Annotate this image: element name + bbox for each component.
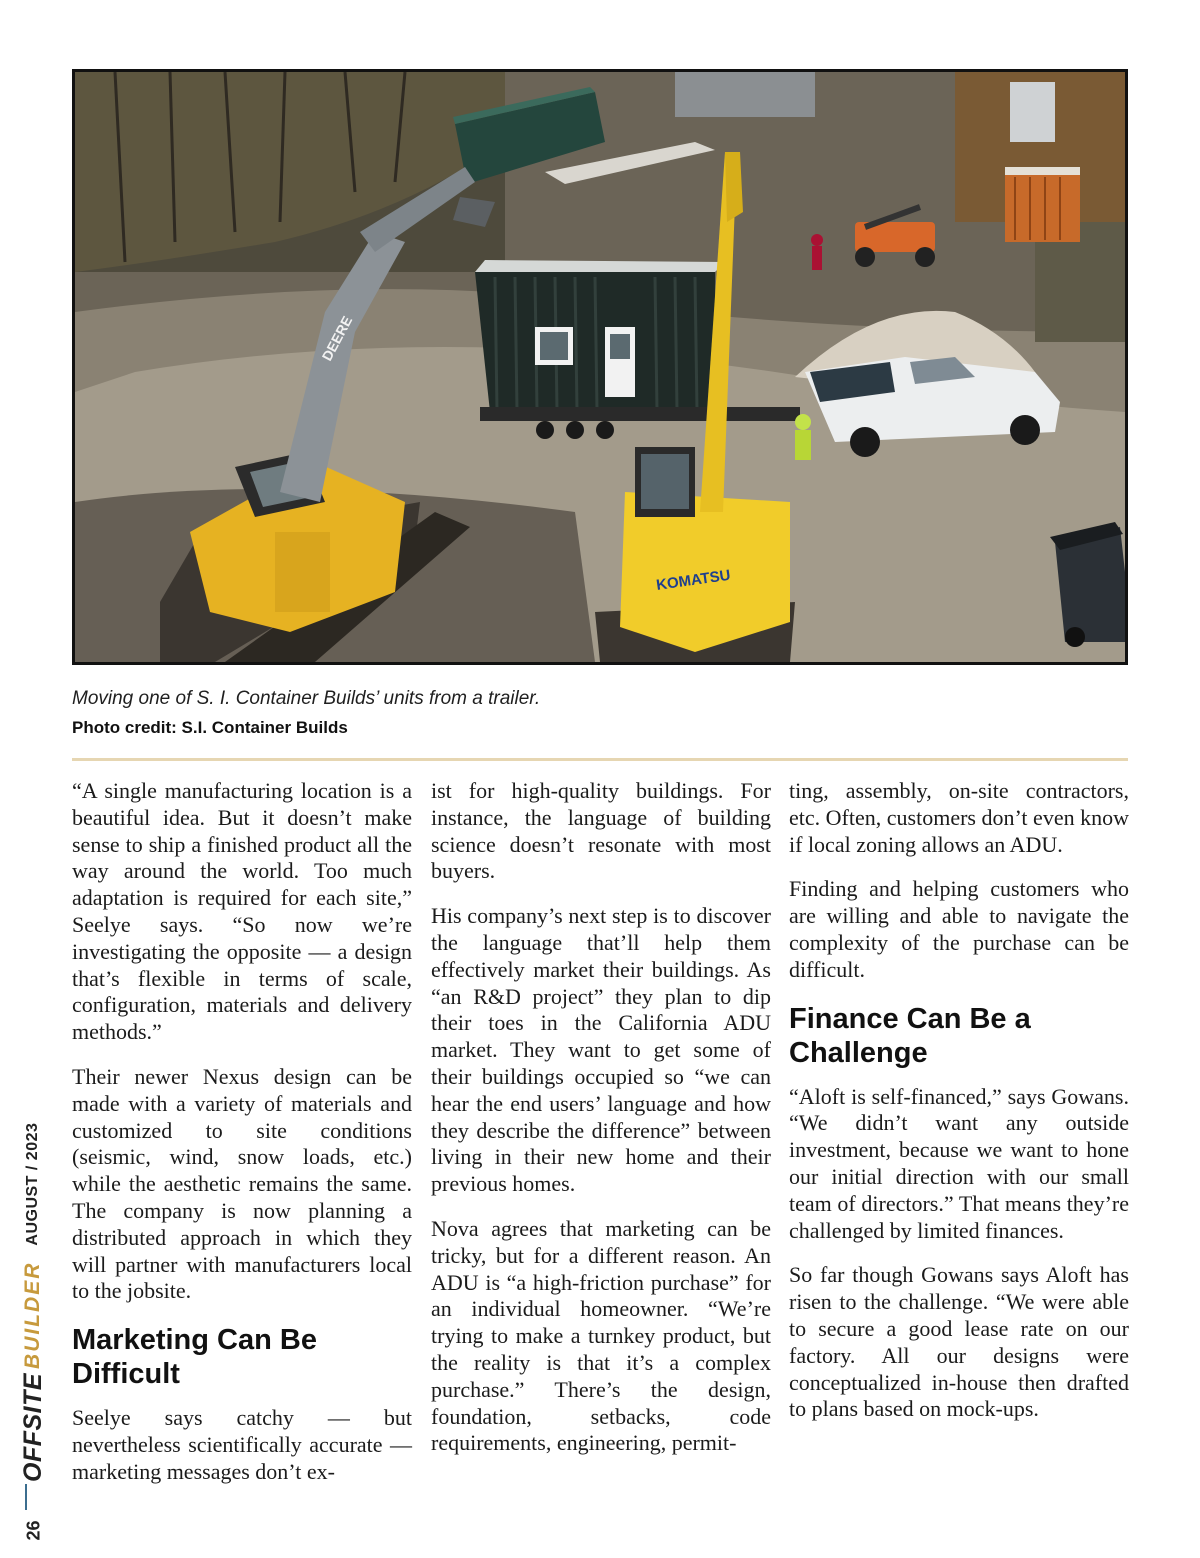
paragraph: Nova agrees that marketing can be tricky, but for a different reason. An ADU is “a high-friction purchase” for an individual homeowner. “We’re trying to make a turnkey product, but the reality is that it’s a complex purchase.” There’s the design, foundation, setbacks, code requirements, engineering, permit-: [431, 1215, 771, 1456]
paragraph: “Aloft is self-financed,” says Gowans. “We didn’t want any outside investment, because we want to hone our initial direction with our small team of directors.” That means they’re challenged by limited finances.: [789, 1083, 1129, 1243]
section-heading-marketing: Marketing Can Be Difficult: [72, 1324, 317, 1391]
article-column-2: [431, 778, 771, 1475]
article-photo: [72, 69, 1128, 665]
folio-accent-bar: [25, 1484, 27, 1510]
paragraph: Their newer Nexus design can be made with a variety of materials and customized to site conditions (seismic, wind, snow loads, etc.) while the aesthetic remains the same. The company is now planning a distributed approach in which they will partner with manufacturers local to the jobsite.: [72, 1063, 412, 1304]
caption-divider: [72, 758, 1128, 761]
construction-site-illustration: [75, 72, 1125, 662]
caption-text: Moving one of S. I. Container Builds’ units from a trailer.: [72, 688, 541, 709]
article-column-1: [72, 778, 412, 1504]
photo-caption: [72, 686, 1128, 741]
paragraph: His company’s next step is to discover the language that’ll help them effectively market their buildings. As “an R&D project” they plan to dip their toes in the California ADU market. They want to get some of their buildings occupied so “we can hear the end users’ language and how they describe the difference” between living in their new home and their previous homes.: [431, 903, 771, 1197]
paragraph: “A single manufacturing location is a beautiful idea. But it doesn’t make sense to ship a finished product all the way around the world. Too much adaptation is required for each site,” Seelye says. “So now we’re investigating the opposite — a design that’s flexible in terms of scale, configuration, materials and delivery methods.”: [72, 778, 412, 1045]
paragraph: Seelye says catchy — but nevertheless scientifically accurate — marketing messages don’t ex-: [72, 1405, 412, 1484]
deere-logo-text: DEERE: [318, 313, 356, 364]
orange-container: [1005, 167, 1080, 242]
section-heading-finance: Finance Can Be a Challenge: [789, 1002, 1031, 1069]
paragraph: ting, assembly, on-site contractors, etc. Often, customers don’t even know if local zoning allows an ADU.: [789, 778, 1129, 857]
article-column-3: [789, 778, 1129, 1441]
brand-offsite: OFFSITE: [18, 1372, 47, 1482]
paragraph: Finding and helping customers who are willing and able to navigate the complexity of the purchase can be difficult.: [789, 876, 1129, 982]
komatsu-logo-text: KOMATSU: [655, 566, 732, 594]
paragraph: So far though Gowans says Aloft has risen to the challenge. “We were able to secure a good lease rate on our factory. All our designs were conceptualized in-house then drafted to plans based on mock-ups.: [789, 1262, 1129, 1422]
magazine-folio: [18, 1123, 48, 1482]
paragraph: ist for high-quality buildings. For instance, the language of building science doesn’t resonate with most buyers.: [431, 778, 771, 884]
page-number: 26: [23, 1520, 44, 1541]
photo-credit: Photo credit: S.I. Container Builds: [72, 718, 348, 737]
issue-date: AUGUST / 2023: [24, 1122, 41, 1246]
brand-builder: BUILDER: [21, 1261, 44, 1369]
